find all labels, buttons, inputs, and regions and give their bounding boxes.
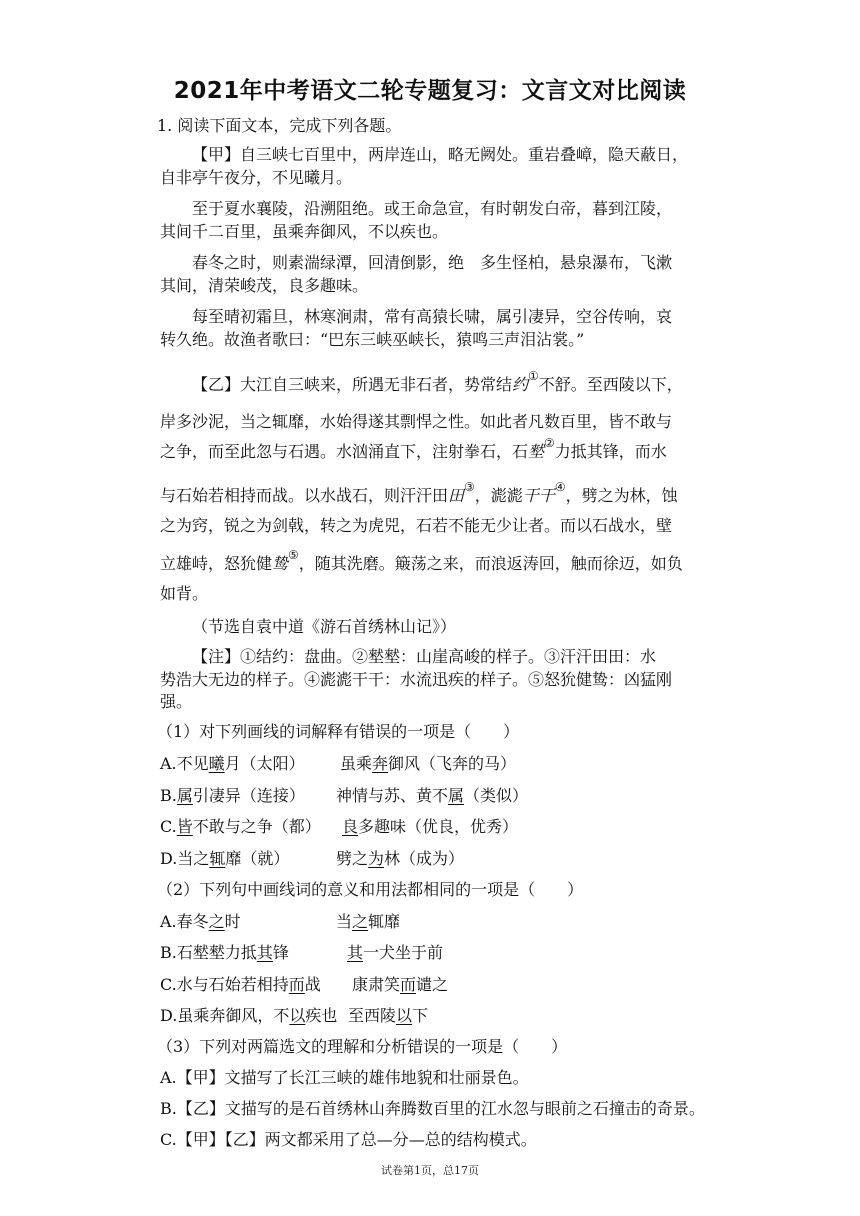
- yi-line-5: 之为窍，锐之为剑戟，转之为虎兕，石若不能无少让者。而以石战水，壁: [160, 516, 673, 535]
- q1-option-c: [160, 817, 518, 837]
- text-span: 不敢与之争（都）: [192, 817, 321, 836]
- text-span: 虽乘: [340, 754, 373, 773]
- text-span: 【乙】大江自三峡来，所遇无非石者，势常结: [192, 375, 513, 394]
- yi-line-1: [192, 369, 683, 395]
- page-footer: 试卷第1页，总17页: [381, 1164, 479, 1177]
- underlined-word: 辄: [209, 849, 226, 868]
- q1-option-a: [160, 754, 516, 774]
- q3-option-b: B.【乙】文描写的是石首绣林山奔腾数百里的江水忽与眼前之石撞击的奇景。: [160, 1099, 705, 1118]
- yi-line-3: [160, 436, 667, 462]
- underlined-word: 为: [368, 849, 385, 868]
- q1-stem: （1）对下列画线的词解释有错误的一项是（ ）: [157, 722, 520, 741]
- q2-option-b: [160, 943, 443, 963]
- jia-paragraph-3: 春冬之时，则素湍绿潭，回清倒影，绝 多生怪柏，悬泉瀑布，飞漱: [192, 253, 673, 272]
- q2-option-c: [160, 975, 448, 995]
- text-span: A.春冬: [160, 912, 209, 931]
- underlined-word: 以: [396, 1006, 413, 1025]
- page-title: 2021年中考语文二轮专题复习：文言文对比阅读: [173, 78, 687, 104]
- text-span: C.: [160, 817, 177, 836]
- text-span: 疾也: [305, 1006, 338, 1025]
- underlined-word: 属: [176, 786, 193, 805]
- annotated-word: 田: [448, 486, 465, 505]
- underlined-word: 曦: [208, 754, 225, 773]
- underlined-word: 奔: [372, 754, 389, 773]
- text-span: A.不见: [160, 754, 209, 773]
- text-span: 力抵其锋，而水: [554, 442, 667, 461]
- underlined-word: 属: [448, 786, 465, 805]
- yi-line-7: 如背。: [160, 584, 209, 603]
- notes-line-2: 势浩大无边的样子。④滮滮干干：水流迅疾的样子。⑤怒狁健鸷：凶猛刚: [160, 670, 673, 689]
- text-span: 锋: [272, 943, 289, 962]
- text-span: 与石始若相持而战。以水战石，则汗汗田: [160, 486, 449, 505]
- text-span: ，劈之为林，蚀: [565, 486, 678, 505]
- underlined-word: 其: [347, 943, 364, 962]
- q2-stem: （2）下列句中画线词的意义和用法都相同的一项是（ ）: [157, 880, 584, 899]
- footnote-marker: ②: [544, 436, 555, 450]
- q2-option-a: [160, 912, 400, 932]
- text-span: 时: [224, 912, 241, 931]
- underlined-word: 良: [342, 817, 359, 836]
- text-span: 不舒。至西陵以下，: [538, 375, 683, 394]
- text-span: D.当之: [160, 849, 210, 868]
- notes-line-1: 【注】①结约：盘曲。②㙬㙬：山崖高峻的样子。③汗汗田田：水: [192, 647, 657, 666]
- q3-stem: （3）下列对两篇选文的理解和分析错误的一项是（ ）: [157, 1037, 568, 1056]
- q1-option-d: [160, 849, 464, 869]
- text-span: 多趣味（优良，优秀）: [358, 817, 519, 836]
- notes-line-3: 强。: [160, 692, 193, 711]
- text-span: 康肃笑: [352, 975, 401, 994]
- source-citation: （节选自袁中道《游石首绣林山记》）: [192, 617, 457, 636]
- text-span: 林（成为）: [384, 849, 465, 868]
- footnote-marker: ④: [554, 480, 566, 494]
- annotated-word: 干干: [522, 486, 555, 505]
- text-span: D.虽乘奔御风，不: [160, 1006, 290, 1025]
- underlined-word: 之: [208, 912, 225, 931]
- q1-option-b: [160, 786, 528, 806]
- text-span: 辄靡: [368, 912, 401, 931]
- footnote-marker: ③: [464, 480, 475, 494]
- text-span: 引凄异（连接）: [192, 786, 305, 805]
- text-span: 御风（飞奔的马）: [388, 754, 517, 773]
- underlined-word: 以: [289, 1006, 306, 1025]
- text-span: 战: [304, 975, 321, 994]
- text-span: B.石㙬㙬力抵: [160, 943, 257, 962]
- annotated-word: 鸷: [272, 554, 289, 573]
- underlined-word: 之: [352, 912, 369, 931]
- text-span: B.: [160, 786, 177, 805]
- text-span: ，随其洗磨。簸荡之来，而浪返涛回，触而徐迈，如负: [298, 554, 683, 573]
- jia-paragraph-3-cont: 其间，清荣峻茂，良多趣味。: [160, 276, 369, 295]
- underlined-word: 而: [288, 975, 305, 994]
- yi-line-6: [160, 548, 683, 574]
- text-span: 月（太阳）: [224, 754, 305, 773]
- q2-option-d: [160, 1006, 428, 1026]
- underlined-word: 而: [400, 975, 417, 994]
- text-span: ，滮滮: [474, 486, 523, 505]
- text-span: C.水与石始若相持: [160, 975, 289, 994]
- jia-paragraph-4: 每至晴初霜旦，林寒涧肃，常有高猿长啸，属引凄异，空谷传响，哀: [192, 307, 673, 326]
- text-span: 靡（就）: [225, 849, 290, 868]
- text-span: 劈之: [336, 849, 369, 868]
- text-span: 当: [336, 912, 353, 931]
- text-span: 谴之: [416, 975, 449, 994]
- text-span: （类似）: [464, 786, 529, 805]
- q3-option-c: C.【甲】【乙】两文都采用了总—分—总的结构模式。: [160, 1130, 537, 1149]
- footnote-marker: ⑤: [288, 548, 299, 562]
- yi-line-4: [160, 480, 678, 506]
- jia-paragraph-1: 【甲】自三峡七百里中，两岸连山，略无阙处。重岩叠嶂，隐天蔽日，: [192, 145, 689, 164]
- question-intro: 1. 阅读下面文本，完成下列各题。: [157, 116, 402, 135]
- jia-paragraph-2-cont: 其间千二百里，虽乘奔御风，不以疾也。: [160, 222, 449, 241]
- text-span: 下: [412, 1006, 429, 1025]
- text-span: 一犬坐于前: [363, 943, 444, 962]
- jia-paragraph-2: 至于夏水襄陵，沿溯阻绝。或王命急宣，有时朝发白帝，暮到江陵，: [192, 199, 673, 218]
- text-span: 立雄峙，怒狁健: [160, 554, 273, 573]
- footnote-marker: ①: [528, 369, 539, 383]
- annotated-word: 㙬: [528, 442, 545, 461]
- text-span: 至西陵: [348, 1006, 397, 1025]
- yi-line-2: 岸多沙泥，当之辄靡，水始得遂其剽悍之性。如此者凡数百里，皆不敢与: [160, 412, 673, 431]
- q3-option-a: A.【甲】文描写了长江三峡的雄伟地貌和壮丽景色。: [160, 1068, 529, 1087]
- underlined-word: 皆: [176, 817, 193, 836]
- annotated-word: 约: [512, 375, 529, 394]
- text-span: 之争，而至此忽与石遇。水汹涌直下，注射拳石，石: [160, 442, 529, 461]
- jia-paragraph-1-cont: 自非亭午夜分，不见曦月。: [160, 168, 353, 187]
- jia-paragraph-4-cont: 转久绝。故渔者歌曰：“巴东三峡巫峡长，猿鸣三声泪沾裳。”: [160, 330, 585, 349]
- text-span: 神情与苏、黄不: [336, 786, 449, 805]
- underlined-word: 其: [256, 943, 273, 962]
